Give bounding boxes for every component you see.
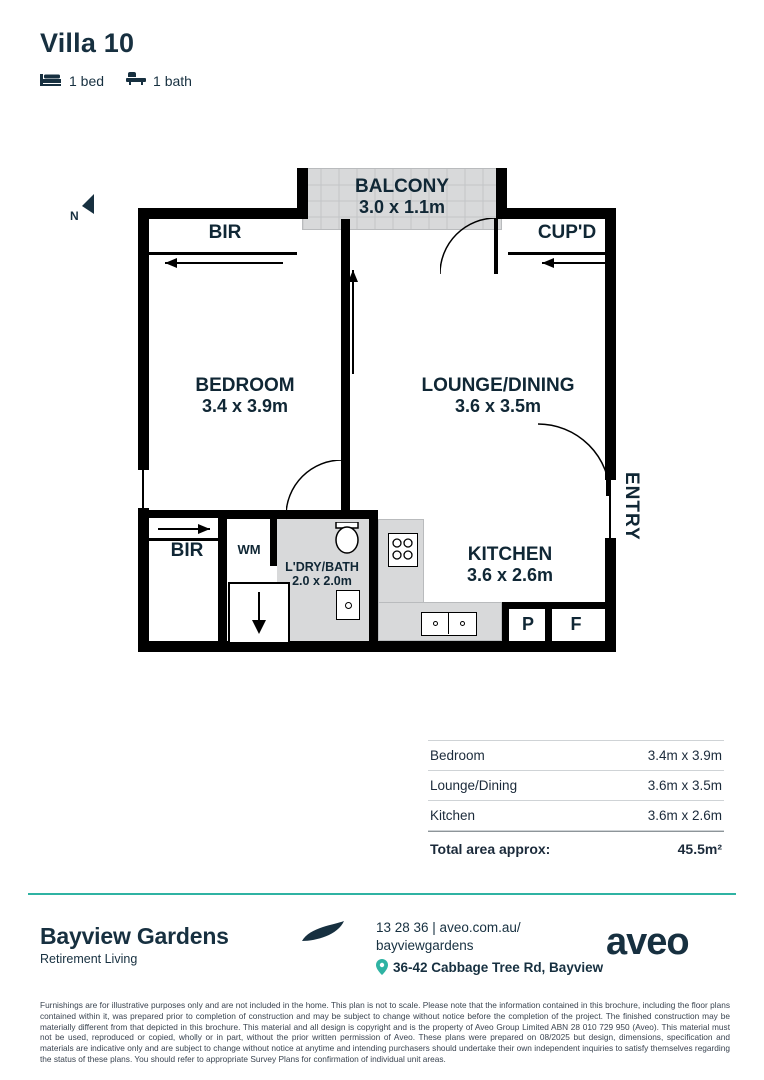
website-line[interactable]: bayviewgardens [376,938,474,954]
bathroom-door-swing [286,460,348,518]
bed-label: 1 bed [69,73,105,89]
wall-top-left [138,208,308,219]
phone-line[interactable]: 13 28 36 | aveo.com.au/ [376,920,521,935]
disclaimer-text: Furnishings are for illustrative purposes only and are not included in the home. This plan is not to scale. Please note that the information contained in this brochure, including the floor plans contained within it, was prepared prior to completion of construction and may be subject to change without notice before the completion of the project. The finished construction may be materially different from that depicted in this brochure. This material and all design is copyright and is the property of Aveo Group Limited ABN 28 010 729 950 (Aveo). This material must not be used, reproduced or copied, wholly or in part, without the prior written permission of Aveo. These plans were prepared on 08/2025 but design, dimensions, specification and materials are indicative only and are subject to change without notice at anytime and intending purchasers should undertake their own independent inquiries to satisfy themselves regarding the status of these plans. You should refer to appropriate Survey Plans for confirmation of individual unit areas. [40,1000,730,1064]
wall-right-lower [605,540,616,652]
label-fridge: F [570,614,582,634]
brand-leaf-icon [300,921,346,948]
schedule-room-name: Lounge/Dining [430,778,518,793]
header [40,28,192,90]
room-label-balcony: BALCONY 3.0 x 1.1m [355,176,449,218]
brand-name: Bayview Gardens [40,923,229,949]
schedule-total-row [428,831,724,857]
wall-pantry-divider [545,602,552,652]
wall-pantry-left [502,602,509,652]
toilet [334,522,360,554]
wall-top-right [496,208,616,219]
footer-divider [28,893,736,895]
page-title: Villa 10 [40,28,135,58]
label-bir-top: BIR [208,222,242,243]
bir-top-line [149,252,297,255]
schedule-room-value: 3.4m x 3.9m [647,748,722,763]
compass-icon [68,192,108,234]
schedule-row [428,771,724,801]
sink [421,612,477,636]
window-bedroom [138,468,149,510]
balcony-door-swing [440,218,510,288]
schedule-total-value: 45.5m² [677,841,722,857]
bed-spec [40,72,104,90]
room-label-lounge: LOUNGE/DINING 3.6 x 3.5m [421,375,575,417]
bed-icon [40,72,62,90]
bir-top-arrow [155,256,285,270]
room-label-laundry-bath: L'DRY/BATH 2.0 x 2.0m [285,560,359,589]
bath-spec [126,72,192,90]
room-label-kitchen: KITCHEN 3.6 x 2.6m [466,544,554,586]
label-pantry: P [521,614,534,634]
area-schedule [428,740,724,857]
schedule-row [428,740,724,771]
cupd-line [508,252,608,255]
shower-tray [228,582,290,644]
label-entry: ENTRY [621,472,642,541]
address-text: 36-42 Cabbage Tree Rd, Bayview [393,960,604,976]
bath-icon [126,72,146,90]
map-pin-icon [376,959,388,980]
schedule-room-name: Kitchen [430,808,476,823]
wall-wet-area-left [218,510,227,652]
wall-left [138,208,149,468]
cupd-arrow [534,256,610,270]
brand-subtitle: Retirement Living [40,952,138,966]
contact-block [376,919,603,981]
footer [28,905,736,995]
schedule-row [428,801,724,831]
address-line [376,959,603,980]
svg-text:N: N [70,209,79,223]
entry-door-swing [536,422,614,500]
bir-bottom-arrow [158,522,218,536]
schedule-room-name: Bedroom [430,748,485,763]
aveo-logo: aveo [606,921,689,963]
label-bir-bottom: BIR [170,540,204,561]
bedroom-flow-arrow [346,266,360,376]
schedule-total-label: Total area approx: [430,841,551,857]
room-label-bedroom: BEDROOM 3.4 x 3.9m [195,375,295,417]
cooktop [388,533,418,567]
dwelling-specs [40,72,192,90]
wall-wm-divider [270,510,277,566]
wall-bir-bottom-top [149,510,219,518]
floorplan [0,150,764,710]
vanity-basin [336,590,360,620]
bath-label: 1 bath [153,73,192,89]
schedule-room-value: 3.6m x 2.6m [647,808,722,823]
brand-block [40,923,229,966]
label-wm: WM [237,542,261,557]
label-cupd: CUP'D [537,222,597,243]
wall-left-lower [138,510,149,650]
schedule-room-value: 3.6m x 3.5m [647,778,722,793]
wall-pantry-top [502,602,614,609]
